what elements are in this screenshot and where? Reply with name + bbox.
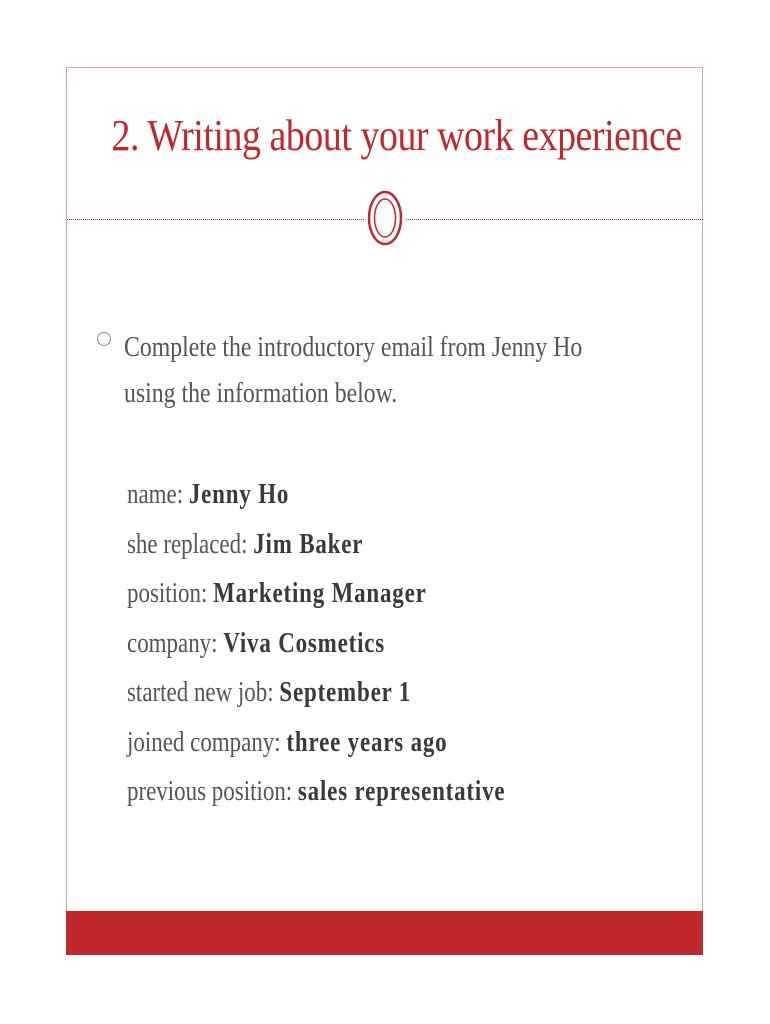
info-label: joined company:: [127, 726, 281, 758]
info-label: previous position:: [127, 776, 293, 807]
info-label: started new job:: [127, 677, 274, 708]
info-value: Marketing Manager: [213, 578, 427, 609]
info-line-position: [127, 569, 586, 619]
title-divider-left: [67, 219, 364, 220]
info-value: three years ago: [286, 726, 448, 758]
info-value: September 1: [279, 677, 412, 708]
footer-bar: [66, 911, 703, 955]
info-value: Jenny Ho: [188, 479, 290, 510]
info-label: she replaced:: [127, 528, 248, 560]
info-line-previous: [127, 767, 586, 817]
info-value: sales representative: [297, 776, 506, 807]
slide: [66, 67, 703, 955]
title-divider-right: [406, 219, 703, 220]
info-line-started: [127, 668, 586, 718]
info-list: [127, 470, 687, 817]
info-label: company:: [127, 627, 218, 659]
info-line-company: [127, 619, 586, 669]
info-label: name:: [127, 479, 184, 510]
bullet-text: Complete the introductory email from Jenny Ho using the information below.: [124, 331, 583, 409]
info-value: Viva Cosmetics: [223, 627, 386, 659]
info-line-replaced: [127, 520, 586, 570]
info-line-joined: [127, 718, 586, 768]
ring-ornament-icon: [367, 190, 403, 246]
info-label: position:: [127, 578, 208, 609]
slide-title: 2. Writing about your work experience: [111, 111, 682, 160]
hollow-circle-bullet-icon: [97, 332, 111, 346]
info-line-name: [127, 470, 586, 520]
info-value: Jim Baker: [253, 528, 364, 560]
